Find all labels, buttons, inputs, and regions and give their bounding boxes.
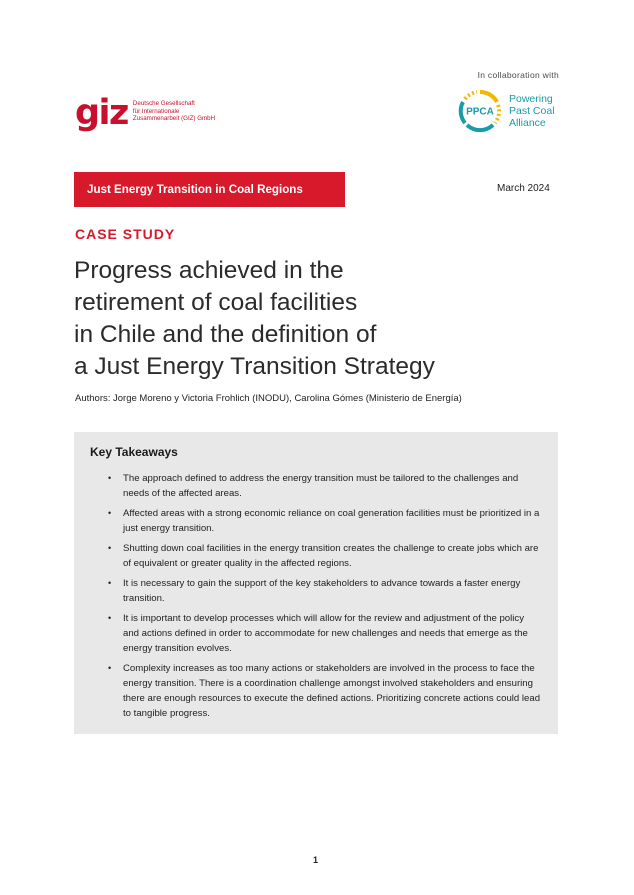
giz-name-line: für Internationale <box>132 107 180 115</box>
ppca-logo <box>457 88 555 134</box>
key-takeaways-title: Key Takeaways <box>90 445 178 459</box>
ppca-badge-text: PPCA <box>466 106 494 118</box>
list-item <box>90 471 542 501</box>
takeaway-text: Affected areas with a strong economic reliance on coal generation facilities must be prioritized in a just energy transition. <box>123 508 540 534</box>
list-item <box>90 541 542 571</box>
bullet-icon: • <box>108 663 112 673</box>
takeaway-text: It is important to develop processes which will allow for the review and adjustment of the policy and actions defined in order to accommodate for new challenges and needs that emerge as the energy transition evolves. <box>123 613 528 654</box>
takeaway-text: The approach defined to address the energy transition must be tailored to the challenges and needs of the affected areas. <box>123 473 519 499</box>
list-item <box>90 506 542 536</box>
ppca-ring-icon <box>457 88 503 134</box>
bullet-icon: • <box>108 543 112 553</box>
bullet-icon: • <box>108 508 112 518</box>
document-title <box>74 255 574 383</box>
series-banner: Just Energy Transition in Coal Regions <box>74 172 345 207</box>
giz-logo-icon: giz <box>75 93 128 133</box>
authors-line: Authors: Jorge Moreno y Victoria Frohlich (INODU), Carolina Gómes (Ministerio de Energía) <box>75 393 462 404</box>
giz-name-line: Zusammenarbeit (GIZ) GmbH <box>132 115 216 123</box>
ppca-name-line: Past Coal <box>509 105 555 117</box>
giz-name-line: Deutsche Gesellschaft <box>132 100 195 107</box>
takeaway-text: Complexity increases as too many actions or stakeholders are involved in the process to face the energy transition. There is a coordination challenge amongst involved stakeholders and ensuring there are enough resources to execute the defined actions. Prioritizing concrete actions could lead to tangible progress. <box>123 663 541 719</box>
giz-logo <box>75 93 216 134</box>
bullet-icon: • <box>108 613 112 623</box>
publication-date: March 2024 <box>497 183 550 194</box>
list-item <box>90 576 542 606</box>
ppca-name-line: Powering <box>509 93 553 105</box>
case-study-label: CASE STUDY <box>75 226 176 242</box>
bullet-icon: • <box>108 578 112 588</box>
takeaway-text: Shutting down coal facilities in the energy transition creates the challenge to create jobs which are of equivalent or greater quality in the affected regions. <box>123 543 539 569</box>
ppca-name-line: Alliance <box>509 117 546 129</box>
list-item <box>90 611 542 656</box>
collaboration-label-wrap <box>409 70 559 80</box>
title-line: Progress achieved in the <box>74 257 344 284</box>
ppca-name <box>509 93 555 129</box>
list-item <box>90 661 542 721</box>
bullet-icon: • <box>108 473 112 483</box>
takeaway-text: It is necessary to gain the support of the key stakeholders to advance towards a faster energy transition. <box>123 578 521 604</box>
collaboration-label: In collaboration with <box>477 70 559 80</box>
page-number: 1 <box>313 855 319 865</box>
ppca-logo-icon <box>457 88 503 134</box>
takeaways-list <box>90 471 542 721</box>
key-takeaways-box <box>74 432 558 734</box>
title-line: retirement of coal facilities <box>74 289 358 316</box>
title-line: a Just Energy Transition Strategy <box>74 353 435 380</box>
giz-name <box>133 100 215 123</box>
title-line: in Chile and the definition of <box>74 321 377 348</box>
